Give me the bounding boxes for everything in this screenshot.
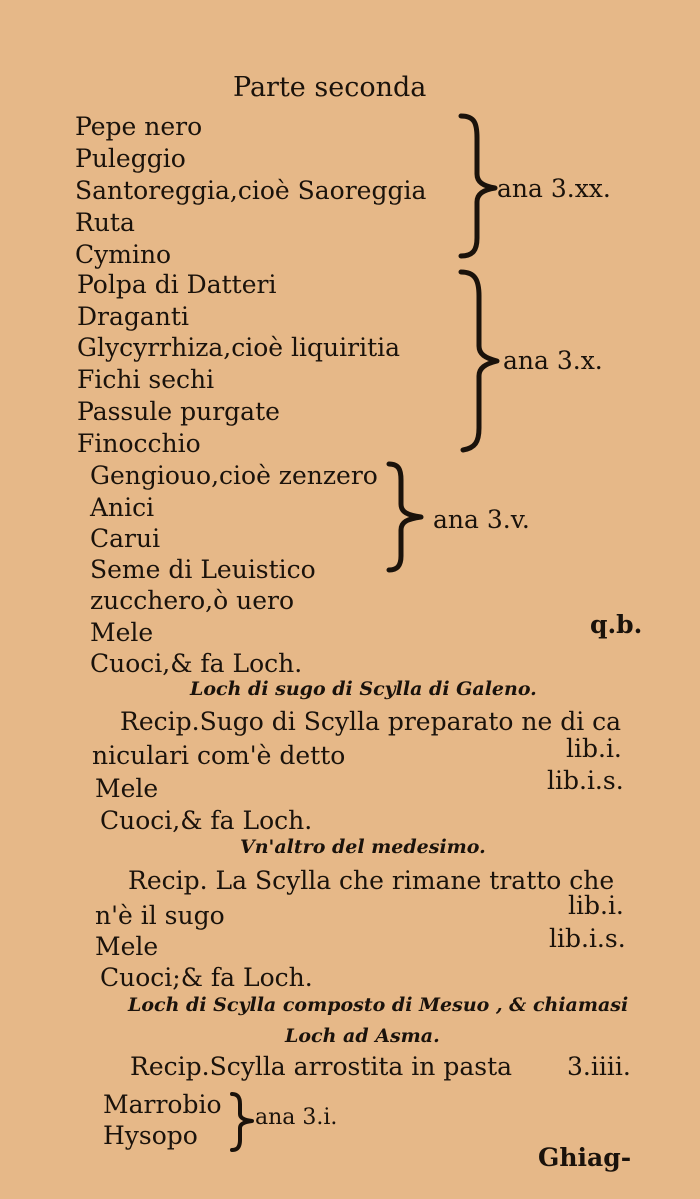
dose-label: ana 3.xx. — [497, 174, 611, 203]
ingredient-item: Carui — [90, 524, 161, 553]
ingredient-item: Gengiouo,cioè zenzero — [90, 461, 378, 490]
dose-label: lib.i. — [568, 891, 624, 920]
recipe-title: Loch ad Asma. — [285, 1025, 440, 1047]
ingredient-item: Cymino — [75, 240, 172, 269]
text-line: Cuoci;& fa Loch. — [100, 963, 313, 992]
text-line: Recip. La Scylla che rimane tratto che — [128, 866, 615, 895]
ingredient-item: Marrobio — [103, 1090, 222, 1119]
recipe-title: Vn'altro del medesimo. — [240, 836, 486, 858]
text-line: Mele — [90, 618, 154, 647]
ingredient-item: Pepe nero — [75, 112, 203, 141]
running-head: Parte seconda — [233, 72, 427, 103]
ingredient-item: Hysopo — [103, 1121, 198, 1150]
brace-group-3 — [383, 458, 431, 578]
ingredient-item: Glycyrrhiza,cioè liquiritia — [77, 333, 401, 362]
dose-label: lib.i.s. — [549, 924, 626, 953]
ingredient-item: Finocchio — [77, 429, 201, 458]
ingredient-item: Fichi sechi — [77, 365, 215, 394]
ingredient-item: Passule purgate — [77, 397, 280, 426]
ingredient-item: Polpa di Datteri — [77, 270, 277, 299]
dose-label: 3.iiii. — [567, 1052, 631, 1081]
ingredient-item: Draganti — [77, 302, 189, 331]
text-line: Cuoci,& fa Loch. — [100, 806, 313, 835]
dose-label: ana 3.x. — [503, 346, 603, 375]
brace-group-2 — [455, 266, 505, 456]
text-line: Mele — [95, 774, 159, 803]
text-line: niculari com'è detto — [92, 741, 346, 770]
ingredient-item: Anici — [90, 493, 155, 522]
ingredient-item: Puleggio — [75, 144, 186, 173]
dose-label: lib.i.s. — [547, 766, 624, 795]
ingredient-item: Ruta — [75, 208, 135, 237]
quantity-label: q.b. — [590, 610, 643, 639]
text-line: Recip.Scylla arrostita in pasta — [130, 1052, 513, 1081]
dose-label: lib.i. — [566, 734, 622, 763]
text-line: n'è il sugo — [95, 901, 225, 930]
brace-group-4 — [228, 1090, 256, 1154]
text-line: Mele — [95, 932, 159, 961]
text-line: Recip.Sugo di Scylla preparato ne di ca — [120, 707, 622, 736]
recipe-title: Loch di sugo di Scylla di Galeno. — [190, 678, 537, 700]
recipe-title: Loch di Scylla composto di Mesuo , & chiamasi — [128, 994, 629, 1016]
catchword: Ghiag- — [538, 1143, 632, 1172]
text-line: Cuoci,& fa Loch. — [90, 649, 303, 678]
ingredient-item: Seme di Leuistico — [90, 555, 316, 584]
dose-label: ana 3.i. — [255, 1105, 338, 1130]
text-line: zucchero,ò uero — [90, 586, 295, 615]
dose-label: ana 3.v. — [433, 505, 530, 534]
ingredient-item: Santoreggia,cioè Saoreggia — [75, 176, 427, 205]
